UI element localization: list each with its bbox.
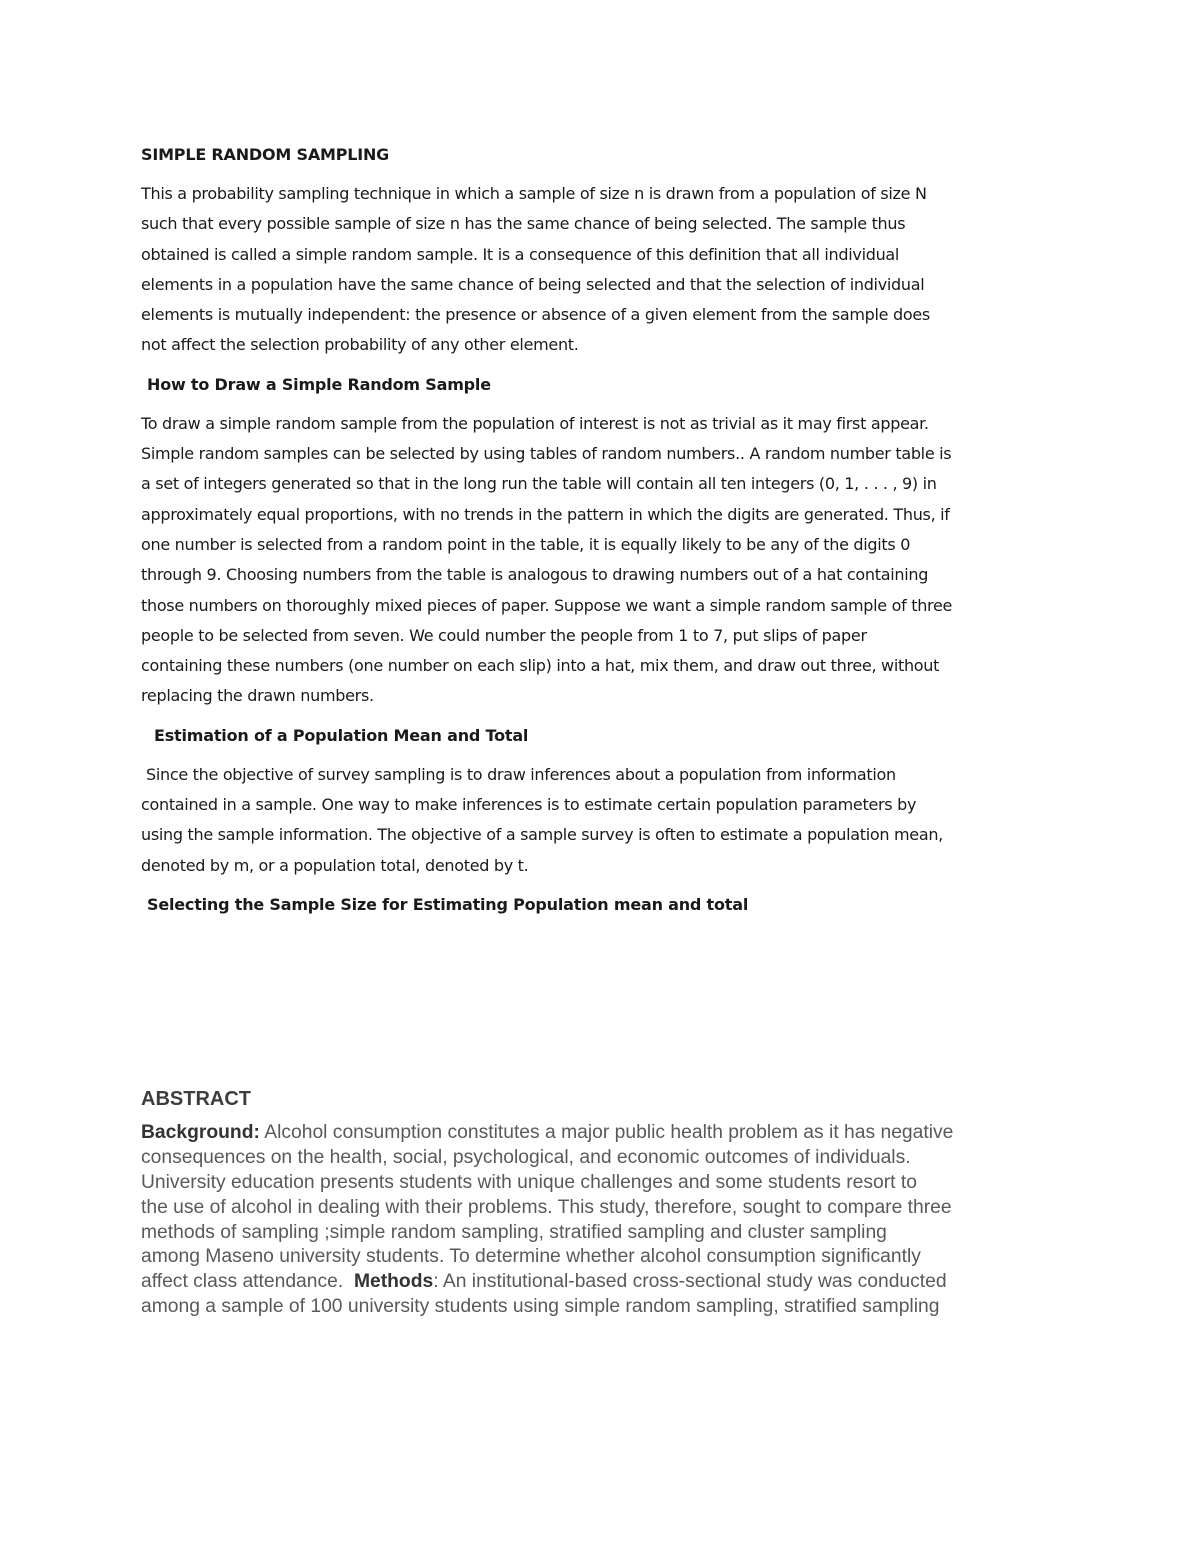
text-line: methods of sampling ;simple random sampling, stratified sampling and cluster sampling — [141, 1221, 887, 1243]
text-line: elements in a population have the same chance of being selected and that the selection of individual — [141, 274, 925, 294]
text-line: containing these numbers (one number on each slip) into a hat, mix them, and draw out three, without — [141, 656, 940, 676]
text-line: denoted by m, or a population total, denoted by t. — [141, 855, 529, 875]
paragraph-estimation — [141, 760, 1061, 881]
document-content — [141, 140, 1061, 1320]
text-line: University education presents students with unique challenges and some students resort to — [141, 1171, 917, 1193]
section-title-sample-size: Selecting the Sample Size for Estimating Population mean and total — [147, 894, 749, 914]
text-line: one number is selected from a random point in the table, it is equally likely to be any of the digits 0 — [141, 534, 911, 554]
text-line: through 9. Choosing numbers from the table is analogous to drawing numbers out of a hat containing — [141, 565, 929, 585]
text-line: This a probability sampling technique in which a sample of size n is drawn from a population of size N — [141, 184, 927, 203]
text-line: those numbers on thoroughly mixed pieces of paper. Suppose we want a simple random sample of three — [141, 595, 953, 615]
text-line: the use of alcohol in dealing with their problems. This study, therefore, sought to compare three — [141, 1196, 952, 1218]
abstract-title: ABSTRACT — [141, 1087, 251, 1110]
text-run: affect class attendance. — [141, 1271, 354, 1293]
text-line: people to be selected from seven. We could number the people from 1 to 7, put slips of paper — [141, 625, 867, 645]
paragraph-how-to-draw — [141, 409, 1061, 712]
text-line: consequences on the health, social, psychological, and economic outcomes of individuals. — [141, 1146, 911, 1168]
text-line: Simple random samples can be selected by using tables of random numbers.. A random number table is — [141, 444, 952, 464]
text-line: obtained is called a simple random sample. It is a consequence of this definition that all individual — [141, 244, 900, 264]
text-line: approximately equal proportions, with no trends in the pattern in which the digits are generated. Thus, if — [141, 504, 950, 524]
background-label: Background: — [141, 1121, 260, 1143]
text-line: a set of integers generated so that in the long run the table will contain all ten integers (0, 1, . . . , 9) in — [141, 474, 937, 494]
text-line: such that every possible sample of size n has the same chance of being selected. The sample thus — [141, 214, 906, 234]
text-line: among a sample of 100 university students using simple random sampling, stratified sampling — [141, 1296, 940, 1318]
text-line: among Maseno university students. To determine whether alcohol consumption significantly — [141, 1246, 921, 1268]
section-title-how-to-draw: How to Draw a Simple Random Sample — [147, 374, 491, 394]
section-title-simple-random-sampling: SIMPLE RANDOM SAMPLING — [141, 145, 390, 164]
abstract-paragraph — [141, 1121, 1061, 1320]
paragraph-srs-definition — [141, 179, 1061, 361]
text-line: Since the objective of survey sampling is to draw inferences about a population from information — [146, 764, 896, 784]
text-line: elements is mutually independent: the presence or absence of a given element from the sample does — [141, 305, 930, 325]
text-line: not affect the selection probability of any other element. — [141, 335, 579, 355]
text-line: using the sample information. The objective of a sample survey is often to estimate a population mean, — [141, 825, 943, 845]
text-line: To draw a simple random sample from the population of interest is not as trivial as it may first appear. — [141, 413, 929, 433]
blank-space — [141, 929, 1061, 1085]
text-line: contained in a sample. One way to make inferences is to estimate certain population parameters by — [141, 795, 917, 815]
text-run: : An institutional-based cross-sectional study was conducted — [433, 1271, 947, 1293]
text-line — [141, 1270, 1061, 1295]
methods-label: Methods — [353, 1271, 434, 1293]
section-title-estimation: Estimation of a Population Mean and Total — [154, 725, 529, 745]
text-line: replacing the drawn numbers. — [141, 686, 374, 706]
text-line — [141, 1121, 1061, 1146]
text-run: Alcohol consumption constitutes a major public health problem as it has negative — [259, 1121, 954, 1143]
